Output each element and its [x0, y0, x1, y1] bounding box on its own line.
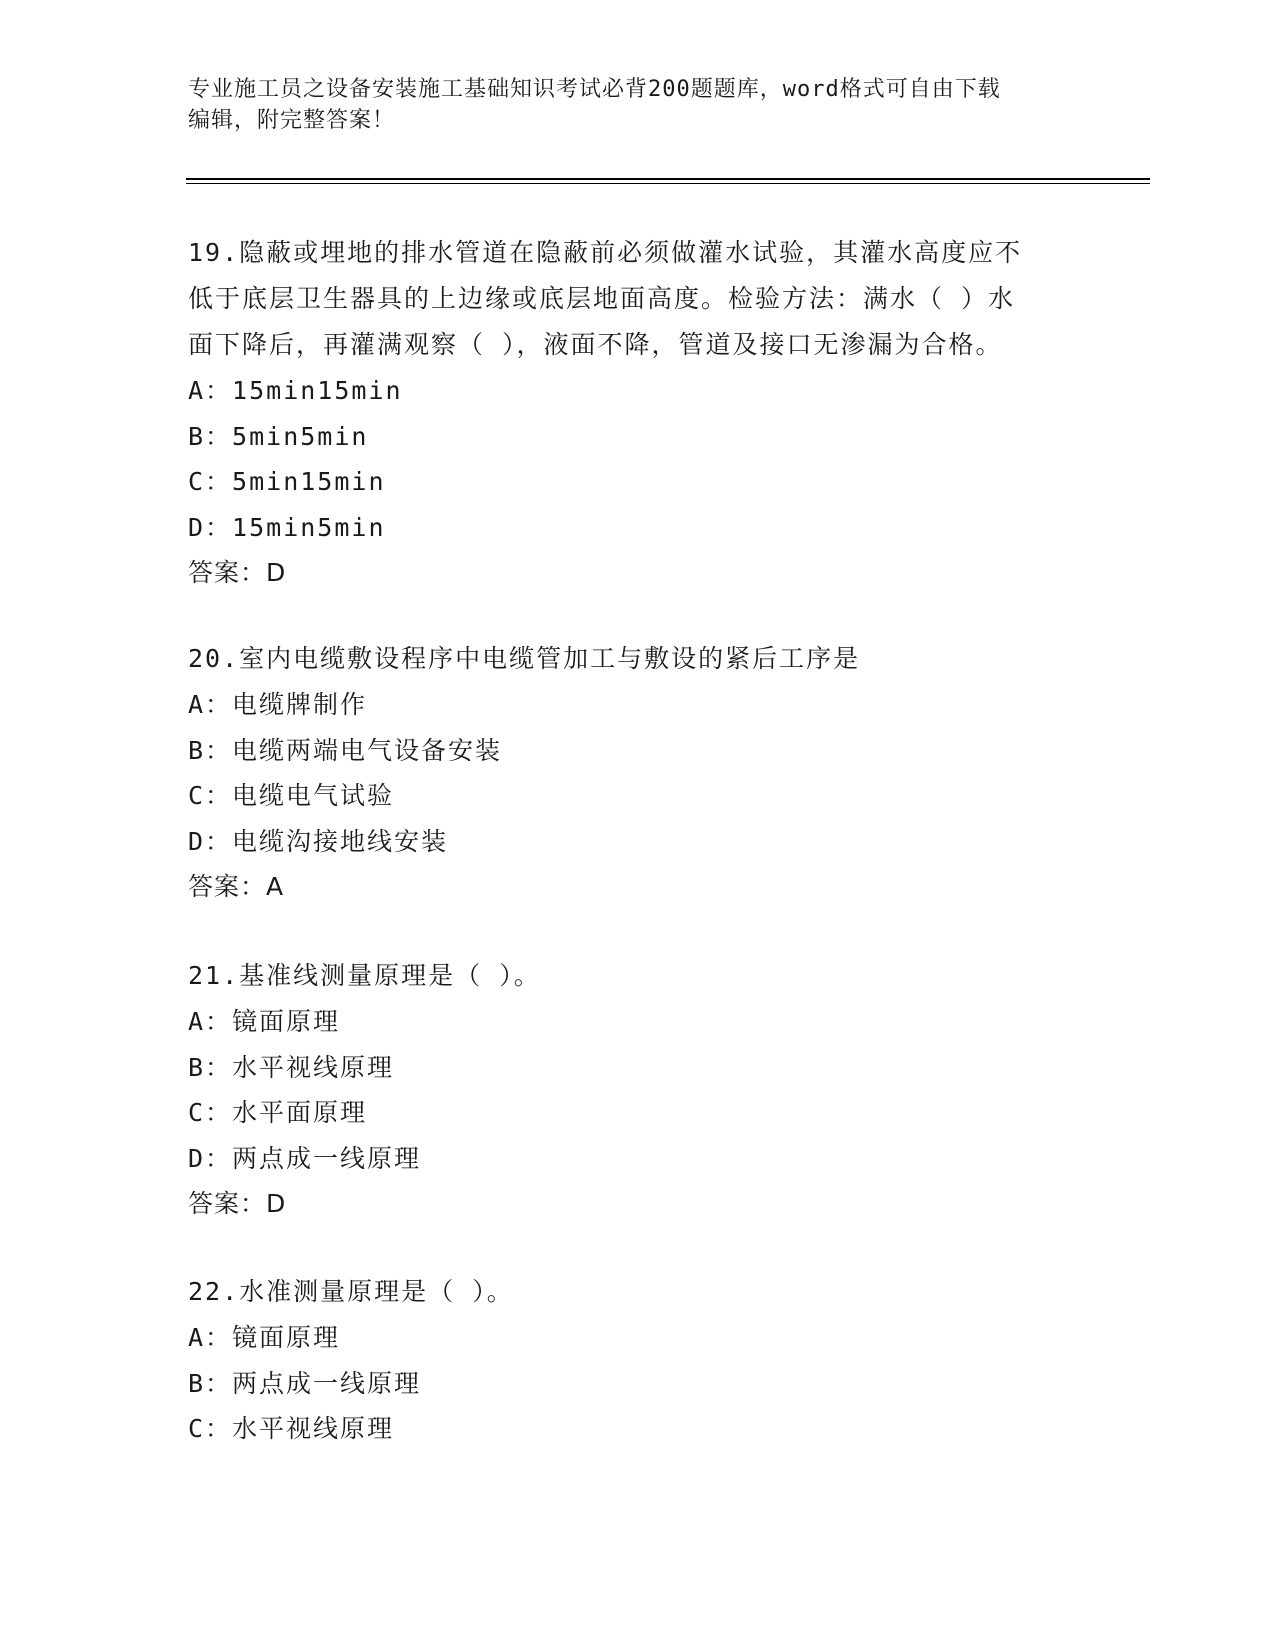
header-divider-thick [186, 178, 1150, 180]
question-stem-line: 19.隐蔽或埋地的排水管道在隐蔽前必须做灌水试验，其灌水高度应不 [188, 238, 1023, 267]
option-b: B：水平视线原理 [188, 1052, 395, 1082]
option-d: D：两点成一线原理 [188, 1143, 422, 1173]
option-a: A：镜面原理 [188, 1007, 341, 1036]
answer-line: 答案：D [188, 1189, 287, 1218]
option-c: C：水平面原理 [188, 1098, 368, 1127]
question-stem-line: 低于底层卫生器具的上边缘或底层地面高度。检验方法：满水（ ）水 [188, 284, 1016, 313]
question-20 [188, 636, 1088, 909]
option-d: D：15min5min [188, 512, 386, 542]
option-b: B：电缆两端电气设备安装 [188, 735, 503, 765]
option-c: C：水平视线原理 [188, 1414, 395, 1443]
question-21 [188, 953, 1088, 1226]
option-b: B：5min5min [188, 421, 369, 451]
option-b: B：两点成一线原理 [188, 1368, 422, 1398]
header-line-2: 编辑，附完整答案！ [188, 108, 396, 133]
question-19 [188, 230, 1088, 595]
answer-line: 答案：D [188, 558, 287, 587]
question-stem-line: 21.基准线测量原理是（ ）。 [188, 961, 541, 990]
document-header [188, 74, 1068, 136]
question-stem-line: 面下降后，再灌满观察（ ），液面不降，管道及接口无渗漏为合格。 [188, 330, 1003, 359]
option-d: D：电缆沟接地线安装 [188, 826, 449, 856]
question-stem-line: 22.水准测量原理是（ ）。 [188, 1277, 514, 1306]
option-c: C：5min15min [188, 467, 386, 496]
header-line-1: 专业施工员之设备安装施工基础知识考试必背200题题库，word格式可自由下载 [188, 77, 1001, 102]
question-22 [188, 1269, 1088, 1452]
question-stem-line: 20.室内电缆敷设程序中电缆管加工与敷设的紧后工序是 [188, 644, 861, 673]
option-c: C：电缆电气试验 [188, 781, 395, 810]
answer-line: 答案：A [188, 872, 285, 901]
header-divider-thin [186, 183, 1150, 184]
option-a: A：电缆牌制作 [188, 690, 368, 719]
option-a: A：15min15min [188, 376, 403, 405]
option-a: A：镜面原理 [188, 1323, 341, 1352]
